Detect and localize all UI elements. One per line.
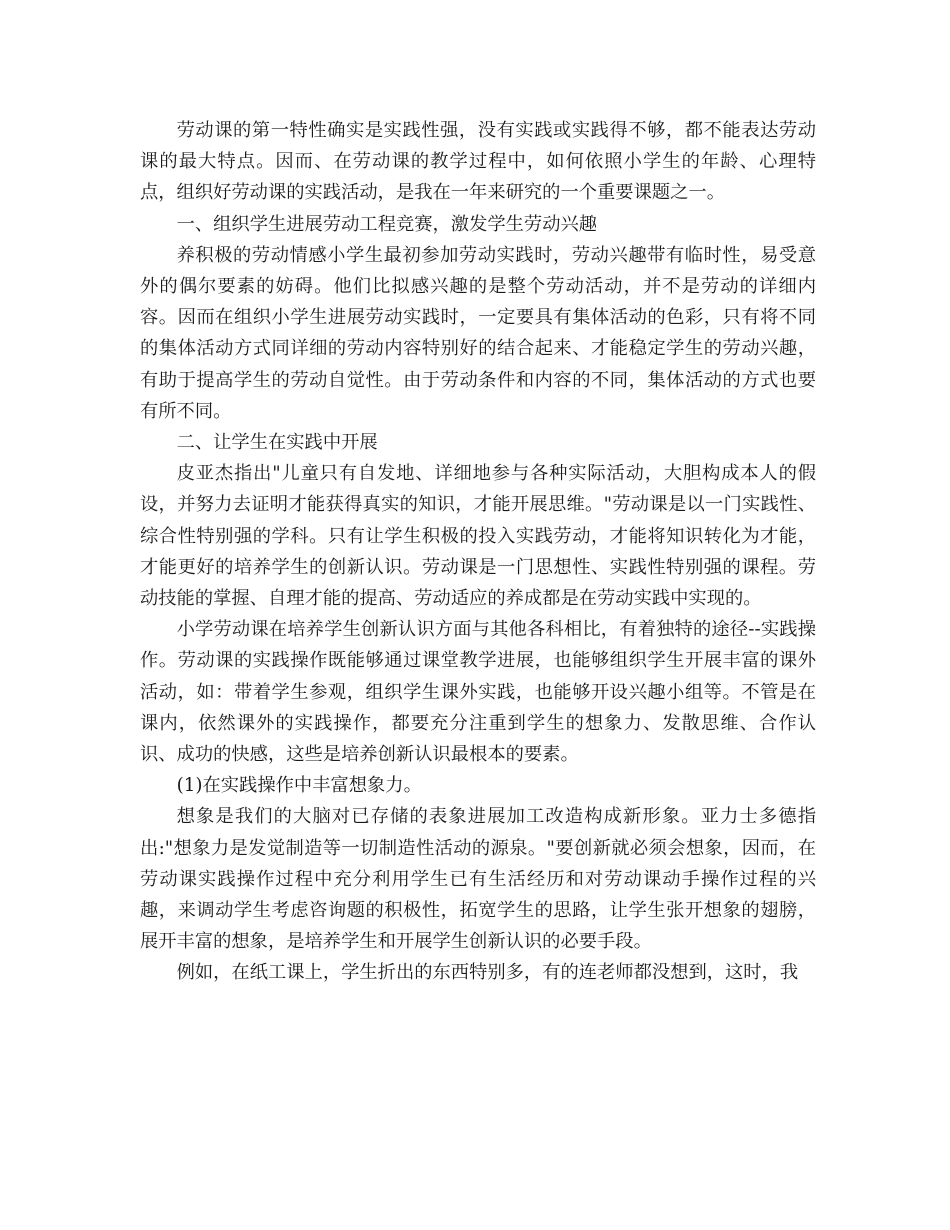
paragraph-imagination: 想象是我们的大脑对已存储的表象进展加工改造构成新形象。亚力士多德指出:"想象力是发觉制造等一切制造性活动的源泉。"要创新就必须会想象，因而，在劳动课实践操作过程中充分利用学生已有生活经历和对劳动课动手操作过程的兴趣，来调动学生考虑咨询题的积极性，拓宽学生的思路，让学生张开想象的翅膀，展开丰富的想象，是培养学生和开展学生创新认识的必要手段。 bbox=[140, 806, 816, 953]
paragraph-piaget: 皮亚杰指出"儿童只有自发地、详细地参与各种实际活动，大胆构成本人的假设，并努力去证明才能获得真实的知识，才能开展思维。"劳动课是以一门实践性、综合性特别强的学科。只有让学生积极的投入实践劳动，才能将知识转化为才能，才能更好的培养学生的创新认识。劳动课是一门思想性、实践性特别强的课程。劳动技能的掌握、自理才能的提高、劳动适应的养成都是在劳动实践中实现的。 bbox=[140, 463, 816, 610]
paragraph-intro: 劳动课的第一特性确实是实践性强，没有实践或实践得不够，都不能表达劳动课的最大特点。因而、在劳动课的教学过程中，如何依照小学生的年龄、心理特点，组织好劳动课的实践活动，是我在一年来研究的一个重要课题之一。 bbox=[140, 120, 816, 204]
paragraph-example: 例如，在纸工课上，学生折出的东西特别多，有的连老师都没想到，这时，我 bbox=[176, 962, 799, 984]
section-heading-2: 二、让学生在实践中开展 bbox=[176, 432, 378, 454]
subsection-heading-1: (1)在实践操作中丰富想象力。 bbox=[176, 775, 422, 797]
document-body bbox=[140, 115, 816, 989]
paragraph-practice-operation: 小学劳动课在培养学生创新认识方面与其他各科相比，有着独特的途径--实践操作。劳动课的实践操作既能够通过课堂教学进展，也能够组织学生开展丰富的课外活动，如：带着学生参观，组织学生课外实践，也能够开设兴趣小组等。不管是在课内，依然课外的实践操作，都要充分注重到学生的想象力、发散思维、合作认识、成功的快感，这些是培养创新认识最根本的要素。 bbox=[140, 619, 816, 766]
section-heading-1: 一、组织学生进展劳动工程竞赛，激发学生劳动兴趣 bbox=[176, 213, 598, 235]
paragraph-labor-interest: 养积极的劳动情感小学生最初参加劳动实践时，劳动兴趣带有临时性，易受意外的偶尔要素的妨碍。他们比拟感兴趣的是整个劳动活动，并不是劳动的详细内容。因而在组织小学生进展劳动实践时，一定要具有集体活动的色彩，只有将不同的集体活动方式同详细的劳动内容特别好的结合起来、才能稳定学生的劳动兴趣，有助于提高学生的劳动自觉性。由于劳动条件和内容的不同，集体活动的方式也要有所不同。 bbox=[140, 244, 816, 422]
